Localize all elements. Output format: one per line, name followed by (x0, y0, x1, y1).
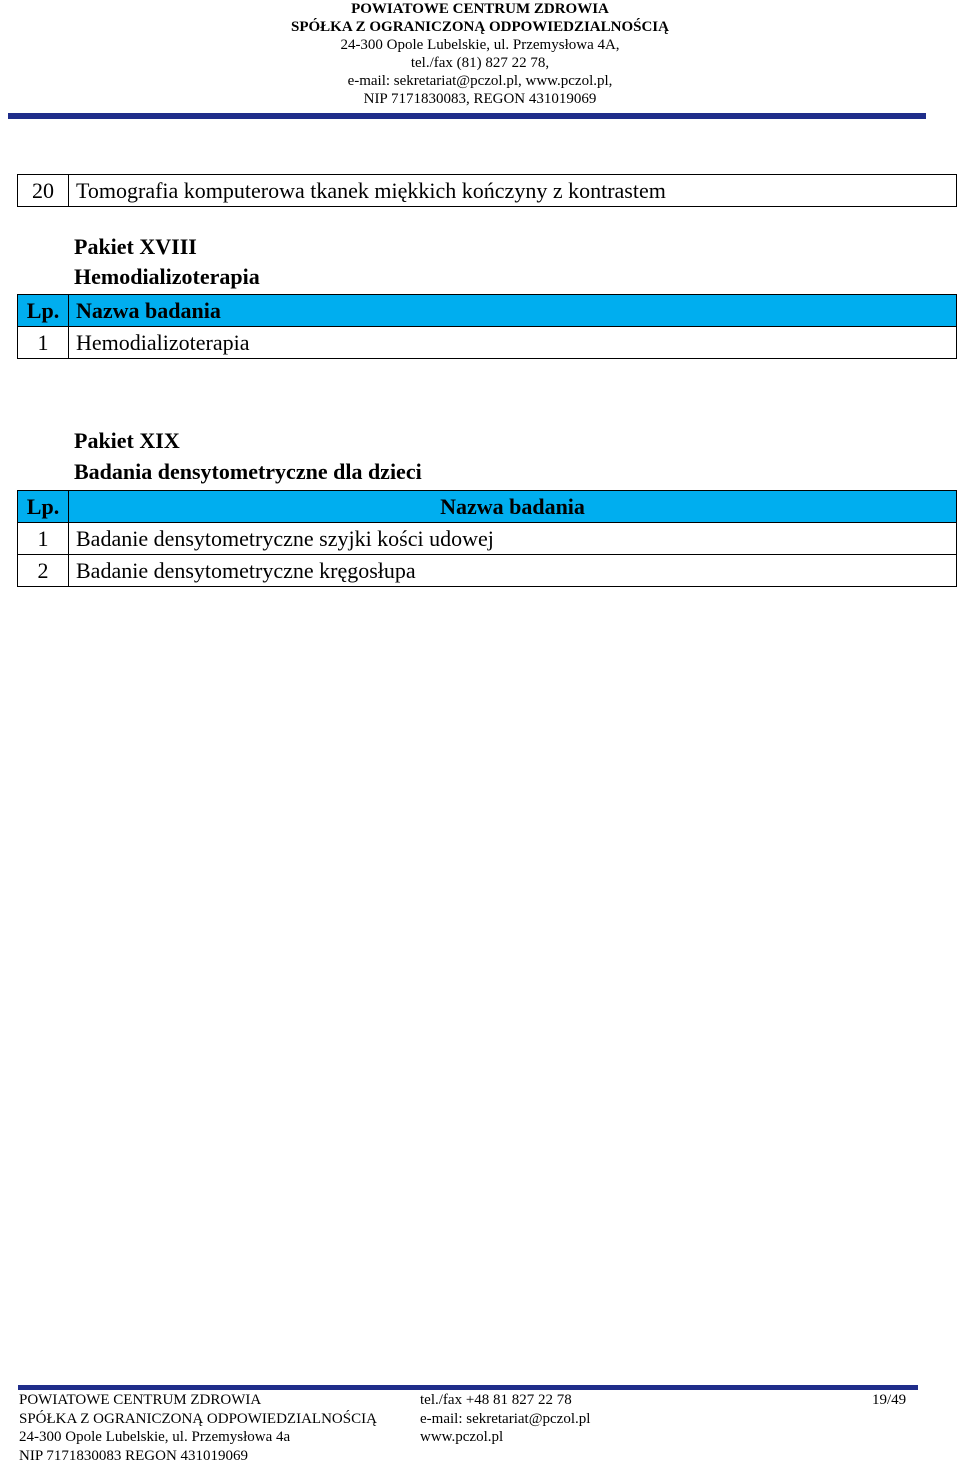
row-name: Tomografia komputerowa tkanek miękkich kończyny z kontrastem (69, 175, 957, 207)
continued-table (17, 174, 957, 207)
header-lp: Lp. (18, 491, 69, 523)
footer-email: e-mail: sekretariat@pczol.pl (420, 1410, 590, 1429)
footer-tax-ids: NIP 7171830083 REGON 431019069 (19, 1447, 377, 1465)
letterhead-company-type: SPÓŁKA Z OGRANICZONĄ ODPOWIEDZIALNOŚCIĄ (0, 18, 960, 36)
pakiet-19-title: Pakiet XIX (74, 426, 180, 456)
row-name: Badanie densytometryczne szyjki kości udowej (69, 523, 957, 555)
pakiet-18-table (17, 294, 957, 359)
table-row (18, 523, 957, 555)
footer-divider (18, 1385, 918, 1390)
table-row (18, 175, 957, 207)
header-lp: Lp. (18, 295, 69, 327)
pakiet-18-title: Pakiet XVIII (74, 232, 197, 262)
footer-address: 24-300 Opole Lubelskie, ul. Przemysłowa 4a (19, 1428, 377, 1447)
letterhead (0, 0, 960, 108)
letterhead-address: 24-300 Opole Lubelskie, ul. Przemysłowa 4A, (0, 36, 960, 54)
header-divider (8, 113, 926, 119)
footer-website: www.pczol.pl (420, 1428, 590, 1447)
row-number: 1 (18, 327, 69, 359)
header-name: Nazwa badania (69, 295, 957, 327)
page-number: 19/49 (872, 1391, 906, 1410)
footer-company-type: SPÓŁKA Z OGRANICZONĄ ODPOWIEDZIALNOŚCIĄ (19, 1410, 377, 1429)
letterhead-phone: tel./fax (81) 827 22 78, (0, 54, 960, 72)
row-name: Badanie densytometryczne kręgosłupa (69, 555, 957, 587)
pakiet-19-table (17, 490, 957, 587)
footer-contact (420, 1391, 590, 1447)
row-name: Hemodializoterapia (69, 327, 957, 359)
pakiet-18-subtitle: Hemodializoterapia (74, 262, 260, 292)
row-number: 20 (18, 175, 69, 207)
row-number: 2 (18, 555, 69, 587)
letterhead-tax-ids: NIP 7171830083, REGON 431019069 (0, 90, 960, 108)
footer-company (19, 1391, 377, 1465)
header-name: Nazwa badania (69, 491, 957, 523)
table-row (18, 327, 957, 359)
table-row (18, 555, 957, 587)
pakiet-19-subtitle: Badania densytometryczne dla dzieci (74, 457, 422, 487)
row-number: 1 (18, 523, 69, 555)
table-header-row (18, 295, 957, 327)
footer-phone: tel./fax +48 81 827 22 78 (420, 1391, 590, 1410)
letterhead-company-name: POWIATOWE CENTRUM ZDROWIA (0, 0, 960, 18)
letterhead-email: e-mail: sekretariat@pczol.pl, www.pczol.pl, (0, 72, 960, 90)
table-header-row (18, 491, 957, 523)
footer-company-name: POWIATOWE CENTRUM ZDROWIA (19, 1391, 377, 1410)
